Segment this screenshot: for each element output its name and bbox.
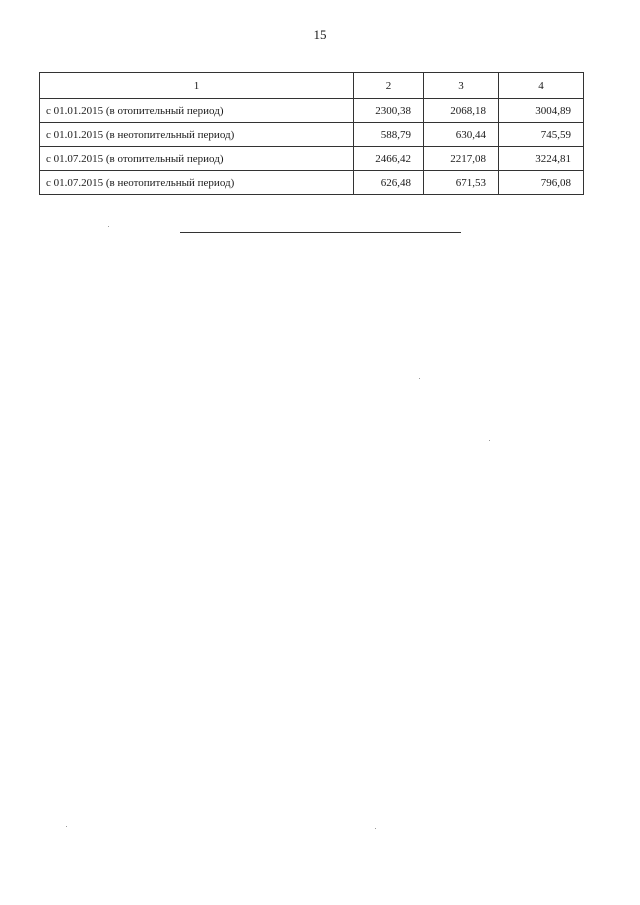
table-cell: 671,53 (424, 171, 499, 195)
row-label: с 01.07.2015 (в неотопительный период) (40, 171, 354, 195)
table-cell: 2217,08 (424, 147, 499, 171)
table-cell: 588,79 (354, 123, 424, 147)
row-label: с 01.01.2015 (в неотопительный период) (40, 123, 354, 147)
table-row (40, 99, 584, 123)
row-label: с 01.07.2015 (в отопительный период) (40, 147, 354, 171)
scan-speck (66, 826, 67, 827)
scan-speck (489, 440, 490, 441)
table-cell: 2068,18 (424, 99, 499, 123)
table-cell: 3004,89 (499, 99, 584, 123)
table-cell: 3224,81 (499, 147, 584, 171)
table-cell: 630,44 (424, 123, 499, 147)
table-cell: 796,08 (499, 171, 584, 195)
tariff-table (39, 72, 584, 195)
scan-speck (419, 378, 420, 379)
table-header-row (40, 73, 584, 99)
table-row (40, 147, 584, 171)
closing-rule (180, 232, 461, 233)
row-label: с 01.01.2015 (в отопительный период) (40, 99, 354, 123)
table-row (40, 123, 584, 147)
table-cell: 2466,42 (354, 147, 424, 171)
scan-speck (375, 828, 376, 829)
table-cell: 2300,38 (354, 99, 424, 123)
column-header: 2 (354, 73, 424, 99)
table-cell: 626,48 (354, 171, 424, 195)
column-header: 1 (40, 73, 354, 99)
column-header: 4 (499, 73, 584, 99)
scan-speck (108, 226, 109, 227)
column-header: 3 (424, 73, 499, 99)
table-cell: 745,59 (499, 123, 584, 147)
table-row (40, 171, 584, 195)
page-number: 15 (313, 27, 327, 42)
